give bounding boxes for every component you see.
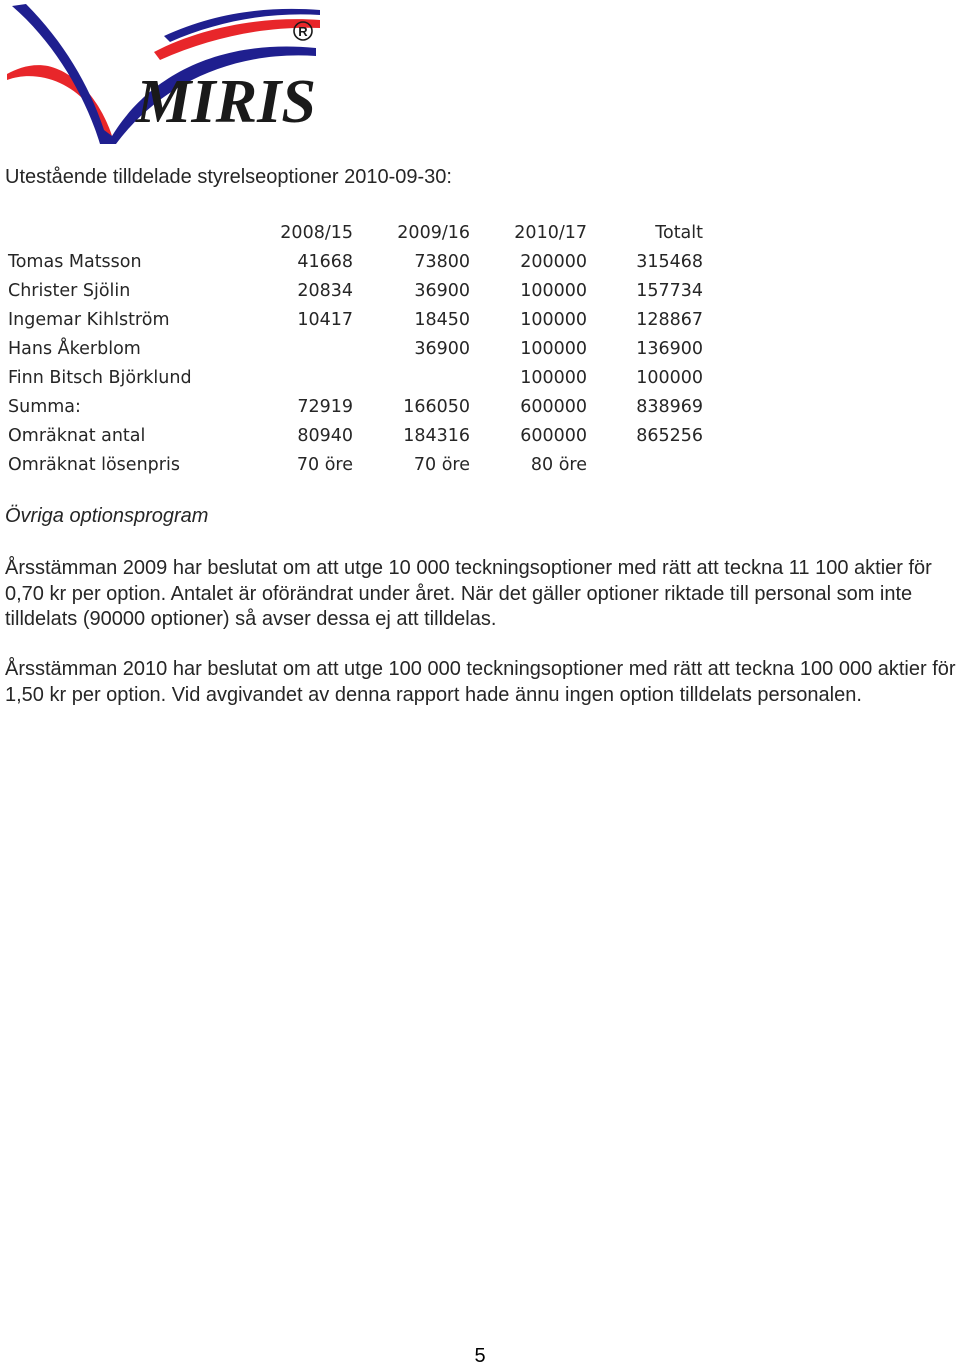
cell-2008-15: 10417 xyxy=(297,309,353,330)
table-row xyxy=(4,305,703,334)
header-cell-2008-15: 2008/15 xyxy=(280,222,353,243)
cell-2010-17: 100000 xyxy=(520,280,587,301)
table-row xyxy=(4,334,703,363)
cell-2008-15: 41668 xyxy=(297,251,353,272)
table-row xyxy=(4,450,703,479)
cell-totalt: 838969 xyxy=(636,396,703,417)
cell-2009-16: 70 öre xyxy=(413,454,470,475)
table-row xyxy=(4,247,703,276)
row-label: Christer Sjölin xyxy=(8,280,131,301)
header-cell-name xyxy=(4,218,237,247)
cell-2009-16 xyxy=(353,363,470,392)
row-label: Tomas Matsson xyxy=(8,251,142,272)
cell-totalt xyxy=(587,450,703,479)
table-row xyxy=(4,421,703,450)
cell-2009-16: 73800 xyxy=(414,251,470,272)
cell-2008-15: 72919 xyxy=(297,396,353,417)
cell-2010-17: 200000 xyxy=(520,251,587,272)
cell-2009-16: 36900 xyxy=(414,280,470,301)
cell-totalt: 136900 xyxy=(636,338,703,359)
cell-2010-17: 100000 xyxy=(520,367,587,388)
cell-2009-16: 36900 xyxy=(414,338,470,359)
header-cell-totalt: Totalt xyxy=(655,222,703,243)
cell-totalt: 128867 xyxy=(636,309,703,330)
paragraph-2009: Årsstämman 2009 har beslutat om att utge 10 000 teckningsoptioner med rätt att teckna 11 100 aktier för 0,70 kr per option. Antalet är oförändrat under året. När det gäller optioner riktade till personal som inte tilldelats (90000 optioner) så avser dessa ej att tilldelas. xyxy=(5,557,932,630)
header-cell-2009-16: 2009/16 xyxy=(397,222,470,243)
cell-2008-15: 70 öre xyxy=(296,454,353,475)
cell-2010-17: 100000 xyxy=(520,309,587,330)
miris-logo xyxy=(4,2,324,147)
cell-2009-16: 18450 xyxy=(414,309,470,330)
paragraph-2010: Årsstämman 2010 har beslutat om att utge 100 000 teckningsoptioner med rätt att teckna 100 000 aktier för 1,50 kr per option. Vid avgivandet av denna rapport hade ännu ingen option tilldelats personalen. xyxy=(5,658,956,706)
cell-2009-16: 184316 xyxy=(403,425,470,446)
header-cell-2010-17: 2010/17 xyxy=(514,222,587,243)
registered-mark-letter: R xyxy=(298,24,308,39)
row-label: Omräknat lösenpris xyxy=(8,454,180,475)
cell-totalt: 865256 xyxy=(636,425,703,446)
board-options-table xyxy=(4,218,703,479)
logo-wordmark: MIRIS xyxy=(134,68,316,136)
table-header-row xyxy=(4,218,703,247)
section-heading: Utestående tilldelade styrelseoptioner 2010-09-30: xyxy=(5,166,452,188)
table-row xyxy=(4,392,703,421)
cell-2008-15 xyxy=(237,334,353,363)
cell-2010-17: 80 öre xyxy=(530,454,587,475)
other-programs-heading: Övriga optionsprogram xyxy=(5,505,209,527)
cell-2010-17: 600000 xyxy=(520,425,587,446)
row-label: Omräknat antal xyxy=(8,425,146,446)
cell-2008-15: 20834 xyxy=(297,280,353,301)
row-label: Hans Åkerblom xyxy=(8,338,141,359)
cell-2010-17: 100000 xyxy=(520,338,587,359)
cell-2010-17: 600000 xyxy=(520,396,587,417)
page-number: 5 xyxy=(474,1345,486,1367)
row-label: Summa: xyxy=(8,396,81,417)
cell-2009-16: 166050 xyxy=(403,396,470,417)
cell-totalt: 315468 xyxy=(636,251,703,272)
cell-totalt: 157734 xyxy=(636,280,703,301)
table-row xyxy=(4,363,703,392)
row-label: Ingemar Kihlström xyxy=(8,309,170,330)
cell-totalt: 100000 xyxy=(636,367,703,388)
row-label: Finn Bitsch Björklund xyxy=(8,367,192,388)
table-row xyxy=(4,276,703,305)
cell-2008-15: 80940 xyxy=(297,425,353,446)
cell-2008-15 xyxy=(237,363,353,392)
